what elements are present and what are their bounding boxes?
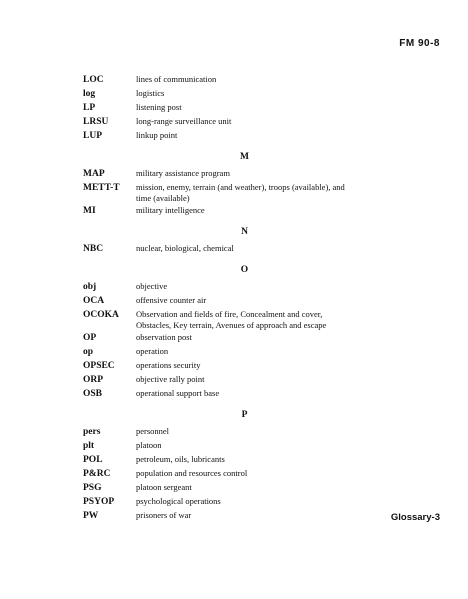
glossary-list <box>83 73 353 523</box>
glossary-definition: psychological operations <box>136 496 221 506</box>
glossary-definition: military intelligence <box>136 205 205 215</box>
glossary-entry <box>83 294 353 308</box>
glossary-entry <box>83 280 353 294</box>
glossary-definition: nuclear, biological, chemical <box>136 243 234 253</box>
glossary-term: op <box>83 347 94 357</box>
glossary-entry <box>83 495 353 509</box>
glossary-term: OPSEC <box>83 361 115 371</box>
glossary-section <box>83 73 353 143</box>
glossary-definition: military assistance program <box>136 168 230 178</box>
glossary-entry <box>83 204 353 218</box>
glossary-definition: lines of communication <box>136 74 217 84</box>
glossary-term: log <box>83 89 96 99</box>
glossary-term: P&RC <box>83 469 111 479</box>
glossary-section <box>83 226 353 256</box>
glossary-section <box>83 409 353 523</box>
section-letter-heading: N <box>241 227 248 237</box>
glossary-entry <box>83 181 353 204</box>
glossary-definition: petroleum, oils, lubricants <box>136 454 225 464</box>
glossary-term: obj <box>83 282 97 292</box>
glossary-entry <box>83 373 353 387</box>
glossary-entry <box>83 425 353 439</box>
glossary-term: pers <box>83 427 101 437</box>
glossary-entry <box>83 387 353 401</box>
glossary-entry <box>83 453 353 467</box>
glossary-definition: operational support base <box>136 388 220 398</box>
glossary-term: OSB <box>83 389 103 399</box>
glossary-entry <box>83 439 353 453</box>
glossary-entry <box>83 242 353 256</box>
section-letter-heading: P <box>241 410 248 420</box>
page-header-id: FM 90-8 <box>399 38 440 49</box>
glossary-definition: prisoners of war <box>136 510 192 520</box>
glossary-section <box>83 151 353 218</box>
glossary-entry <box>83 359 353 373</box>
glossary-entry <box>83 129 353 143</box>
glossary-entry <box>83 167 353 181</box>
glossary-definition: offensive counter air <box>136 295 207 305</box>
section-letter-heading: O <box>240 265 249 275</box>
glossary-term: LUP <box>83 131 102 141</box>
glossary-entry <box>83 87 353 101</box>
glossary-entry <box>83 467 353 481</box>
glossary-entry <box>83 308 353 331</box>
glossary-definition: population and resources control <box>136 468 248 478</box>
glossary-definition: logistics <box>136 88 165 98</box>
glossary-definition: platoon sergeant <box>136 482 192 492</box>
glossary-definition: objective rally point <box>136 374 205 384</box>
glossary-section <box>83 264 353 401</box>
glossary-definition: personnel <box>136 426 170 436</box>
glossary-entry <box>83 345 353 359</box>
glossary-definition: mission, enemy, terrain (and weather), troops (available), and time (available) <box>136 182 345 203</box>
glossary-entry <box>83 509 353 523</box>
glossary-entry <box>83 331 353 345</box>
glossary-term: LOC <box>83 75 104 85</box>
glossary-entry <box>83 481 353 495</box>
glossary-term: LP <box>83 103 96 113</box>
glossary-definition: operations security <box>136 360 201 370</box>
glossary-definition: long-range surveillance unit <box>136 116 232 126</box>
glossary-term: OCOKA <box>83 310 119 320</box>
glossary-definition: Observation and fields of fire, Concealment and cover, Obstacles, Key terrain, Avenues of approach and escape <box>136 309 327 330</box>
glossary-term: PSYOP <box>83 497 115 507</box>
glossary-definition: operation <box>136 346 169 356</box>
glossary-term: POL <box>83 455 103 465</box>
glossary-definition: listening post <box>136 102 182 112</box>
glossary-term: plt <box>83 441 95 451</box>
glossary-term: MI <box>83 206 96 216</box>
glossary-entry <box>83 73 353 87</box>
glossary-term: MAP <box>83 169 105 179</box>
glossary-term: OCA <box>83 296 105 306</box>
glossary-term: ORP <box>83 375 104 385</box>
glossary-term: METT-T <box>83 183 120 193</box>
glossary-term: PW <box>83 511 99 521</box>
glossary-definition: platoon <box>136 440 162 450</box>
glossary-term: LRSU <box>83 117 109 127</box>
glossary-definition: observation post <box>136 332 192 342</box>
section-letter-heading: M <box>240 152 249 162</box>
glossary-entry <box>83 101 353 115</box>
glossary-term: PSG <box>83 483 102 493</box>
glossary-entry <box>83 115 353 129</box>
glossary-term: OP <box>83 333 97 343</box>
page-number: Glossary-3 <box>390 512 440 523</box>
glossary-term: NBC <box>83 244 104 254</box>
glossary-definition: objective <box>136 281 168 291</box>
glossary-definition: linkup point <box>136 130 178 140</box>
